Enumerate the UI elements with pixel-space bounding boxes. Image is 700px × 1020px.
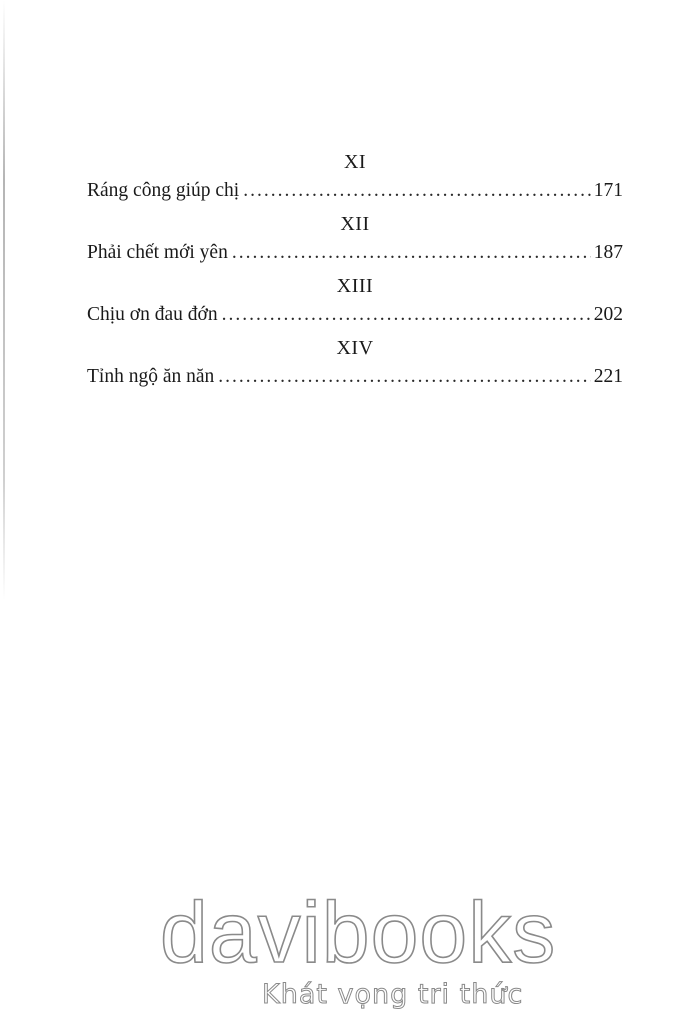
dot-leader bbox=[222, 300, 591, 330]
toc-entry bbox=[87, 300, 623, 334]
chapter-title: Phải chết mới yên bbox=[87, 242, 228, 263]
page-number: 187 bbox=[593, 242, 623, 263]
chapter-number: XIII bbox=[336, 275, 374, 297]
toc-chapter bbox=[87, 210, 623, 272]
chapter-title: Chịu ơn đau đớn bbox=[87, 304, 218, 325]
dot-leader bbox=[243, 176, 591, 206]
chapter-title: Tỉnh ngộ ăn năn bbox=[87, 366, 215, 387]
page-number: 171 bbox=[593, 180, 623, 201]
chapter-number: XIV bbox=[336, 337, 374, 359]
dot-leader bbox=[232, 238, 591, 268]
toc-entry bbox=[87, 176, 623, 210]
toc-chapter bbox=[87, 334, 623, 396]
toc-chapter bbox=[87, 272, 623, 334]
chapter-number: XII bbox=[340, 213, 370, 235]
watermark-brand: davibooks bbox=[160, 885, 557, 981]
page-number: 221 bbox=[593, 366, 623, 387]
toc-entry bbox=[87, 238, 623, 272]
table-of-contents bbox=[87, 148, 623, 396]
toc-entry bbox=[87, 362, 623, 396]
page-edge-shadow bbox=[3, 0, 5, 600]
page-number: 202 bbox=[593, 304, 623, 325]
davibooks-watermark bbox=[0, 880, 700, 1020]
chapter-title: Ráng công giúp chị bbox=[87, 180, 240, 201]
watermark-slogan: Khát vọng tri thức bbox=[262, 979, 524, 1010]
chapter-number: XI bbox=[343, 151, 367, 173]
dot-leader bbox=[218, 362, 590, 392]
toc-chapter bbox=[87, 148, 623, 210]
